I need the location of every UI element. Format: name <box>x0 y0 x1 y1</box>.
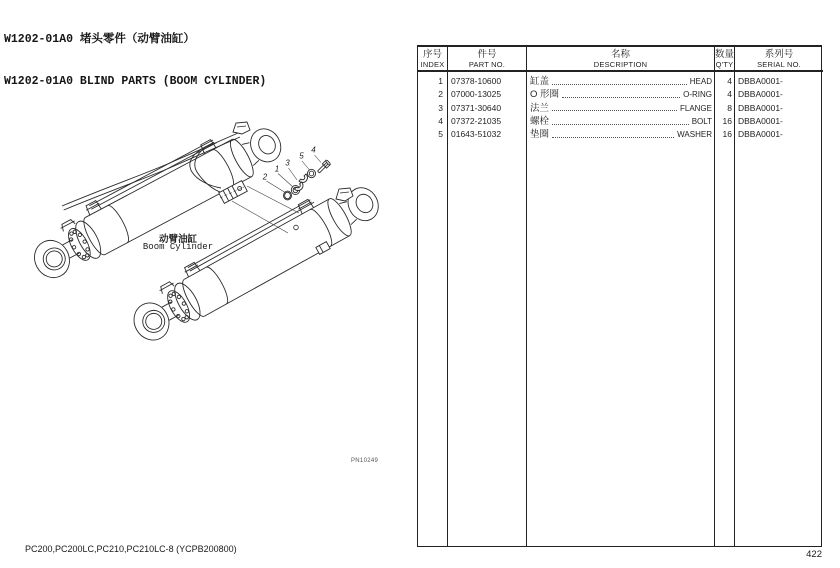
cell-part-no: 07000-13025 <box>451 89 502 100</box>
header-qty <box>715 47 734 72</box>
boom-cylinder-lower <box>122 170 386 348</box>
cell-qty: 16 <box>722 129 732 139</box>
exploded-parts <box>284 160 331 200</box>
desc-en: FLANGE <box>679 103 712 113</box>
part-washer <box>308 169 316 177</box>
part-bolt <box>316 160 330 174</box>
callout-4: 4 <box>311 145 316 155</box>
cell-serial: DBBA0001- <box>738 76 783 86</box>
port-boss <box>294 225 299 230</box>
cell-serial: DBBA0001- <box>738 129 783 139</box>
qty-cells <box>715 72 734 141</box>
part-no-cells <box>448 72 526 141</box>
cell-serial: DBBA0001- <box>738 89 783 100</box>
desc-cn: 垫圈 <box>530 129 550 140</box>
cell-qty: 16 <box>722 115 732 126</box>
column-qty <box>714 47 734 546</box>
dot-leader <box>552 124 689 125</box>
page-title-cn: W1202-01A0 堵头零件（动臂油缸） <box>4 33 195 46</box>
index-cells <box>418 72 447 141</box>
desc-cn: 法兰 <box>530 102 550 114</box>
cell-part-no: 01643-51032 <box>451 129 502 139</box>
callout-1: 1 <box>274 164 280 174</box>
header-part-no-en: PART NO. <box>468 60 506 69</box>
desc-en: WASHER <box>677 130 712 139</box>
header-serial-no-cn: 系列号 <box>764 49 794 60</box>
cell-index: 3 <box>438 102 443 113</box>
column-serial-no <box>734 47 823 546</box>
header-serial-no <box>735 47 823 72</box>
desc-cn: O 形圈 <box>530 89 560 101</box>
cell-description <box>530 115 712 128</box>
header-description <box>527 47 714 72</box>
cell-index: 1 <box>438 76 443 86</box>
dot-leader <box>552 137 674 138</box>
desc-cn: 缸盖 <box>530 76 550 87</box>
description-cells <box>527 72 714 141</box>
header-qty-cn: 数量 <box>715 49 735 60</box>
dot-leader <box>562 97 680 98</box>
page-title-en: W1202-01A0 BLIND PARTS (BOOM CYLINDER) <box>4 75 267 88</box>
cell-qty: 8 <box>727 102 732 113</box>
serial-cells <box>735 72 823 141</box>
boom-cylinder-label-cn: 动臂油缸 <box>158 234 197 245</box>
dot-leader <box>552 110 677 111</box>
desc-en: HEAD <box>689 77 712 86</box>
cell-description <box>530 88 712 101</box>
column-part-no <box>447 47 526 546</box>
cell-serial: DBBA0001- <box>738 102 783 113</box>
cell-index: 4 <box>438 115 443 126</box>
page-number: 422 <box>806 549 822 560</box>
desc-en: BOLT <box>691 116 712 126</box>
column-description <box>526 47 714 546</box>
header-description-cn: 名称 <box>610 49 630 60</box>
cell-description <box>530 128 712 141</box>
dot-leader <box>552 84 687 85</box>
bottom-clamp <box>316 242 330 255</box>
header-description-en: DESCRIPTION <box>593 60 648 69</box>
cell-index: 2 <box>438 89 443 100</box>
cell-part-no: 07371-30640 <box>451 102 502 113</box>
desc-cn: 螺栓 <box>530 115 550 127</box>
cell-part-no: 07372-21035 <box>451 115 502 126</box>
callout-5: 5 <box>299 151 304 161</box>
cell-serial: DBBA0001- <box>738 115 783 126</box>
header-part-no <box>448 47 526 72</box>
boom-cylinder-label-en: Boom Cylinder <box>142 242 214 252</box>
applicable-models: PC200,PC200LC,PC210,PC210LC-8 (YCPB200800) <box>25 544 237 554</box>
header-part-no-cn: 件号 <box>477 49 497 60</box>
callout-2: 2 <box>262 172 268 182</box>
cap-bracket-lower <box>336 188 353 201</box>
parts-diagram <box>0 0 420 520</box>
header-index-en: INDEX <box>420 60 445 69</box>
column-index <box>418 47 447 546</box>
boom-cylinder-upper <box>22 111 288 285</box>
pipe-fitting <box>219 181 248 204</box>
header-index <box>418 47 447 72</box>
cell-part-no: 07378-10600 <box>451 76 502 86</box>
header-qty-en: Q'TY <box>715 60 734 69</box>
cell-qty: 4 <box>727 89 732 100</box>
cell-description <box>530 75 712 88</box>
header-serial-no-en: SERIAL NO. <box>757 60 801 69</box>
drawing-number: PN10249 <box>351 458 379 464</box>
cell-index: 5 <box>438 129 443 139</box>
header-index-cn: 序号 <box>422 49 442 60</box>
callout-3: 3 <box>285 158 290 168</box>
cell-qty: 4 <box>727 76 732 86</box>
parts-table <box>417 45 822 547</box>
part-flange-halves <box>294 174 309 193</box>
cap-bracket-upper <box>233 122 250 134</box>
desc-en: O-RING <box>683 90 712 100</box>
cell-description <box>530 102 712 115</box>
